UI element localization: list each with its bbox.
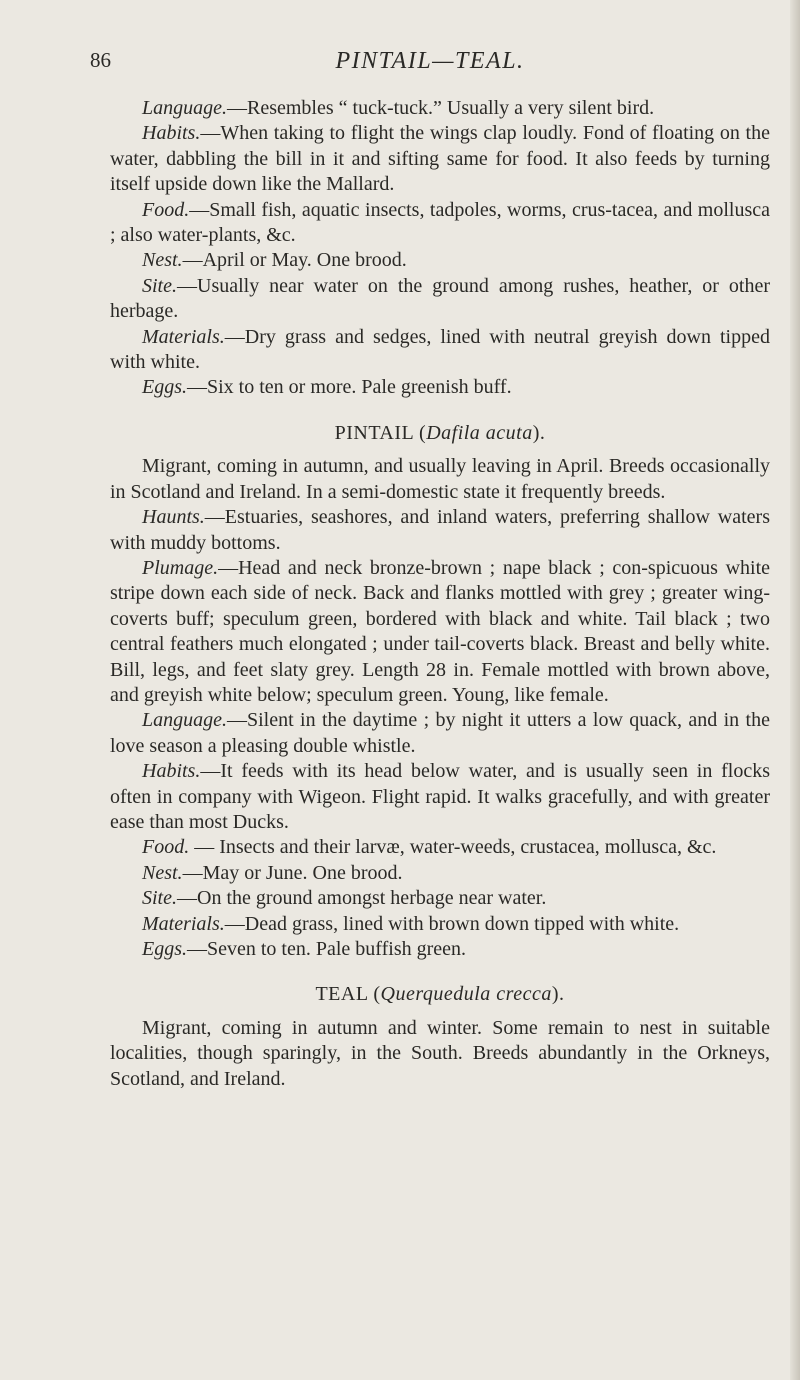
entry-paragraph <box>110 556 770 708</box>
entry-paragraph <box>110 325 770 376</box>
entry-paragraph <box>110 1016 770 1092</box>
entry-text: —Six to ten or more. Pale greenish buff. <box>187 376 512 399</box>
species-heading <box>110 982 770 1007</box>
entry-label: Materials. <box>142 325 225 348</box>
entry-text: —Dead grass, lined with brown down tipped with white. <box>224 912 680 935</box>
entry-text: —It feeds with its head below water, and is usually seen in flocks often in company with Wigeon. Flight rapid. It walks gracefully, and with greater ease than most Ducks. <box>110 760 770 833</box>
species-heading <box>110 421 770 446</box>
entry-paragraph <box>110 886 770 911</box>
entry-label: Food. <box>142 198 190 221</box>
entry-text: —Seven to ten. Pale buffish green. <box>187 938 467 960</box>
entry-paragraph <box>110 759 770 835</box>
entry-paragraph <box>110 835 770 860</box>
entry-paragraph <box>110 912 770 937</box>
page-edge-shadow <box>790 0 800 1380</box>
body-text <box>110 96 770 1092</box>
entry-text: Migrant, coming in autumn, and usually leaving in April. Breeds occasionally in Scotland and Ireland. In a semi-domestic state it frequently breeds. <box>110 455 770 503</box>
entry-label: Site. <box>142 274 177 297</box>
entry-text: —Small fish, aquatic insects, tadpoles, worms, crus-tacea, and mollusca ; also water-plants, &c. <box>110 198 770 247</box>
species-scientific-name: Dafila acuta <box>426 421 533 444</box>
entry-label: Language. <box>142 97 227 119</box>
entry-paragraph <box>110 708 770 759</box>
entry-label: Haunts. <box>142 506 205 529</box>
entry-text: —Estuaries, seashores, and inland waters, preferring shallow waters with muddy bottoms. <box>110 506 770 554</box>
species-paren-close: ). <box>532 421 546 444</box>
entry-label: Eggs. <box>142 376 187 399</box>
page-number: 86 <box>90 48 111 72</box>
entry-paragraph <box>110 121 770 197</box>
entry-text: —Silent in the daytime ; by night it utters a low quack, and in the love season a pleasing double whistle. <box>110 709 770 757</box>
entry-text: — Insects and their larvæ, water-weeds, crustacea, mollusca, &c. <box>189 836 717 859</box>
entry-text: —When taking to flight the wings clap loudly. Fond of floating on the water, dabbling the bill in it and sifting same for food. It also feeds by turning itself upside down like the Mallard. <box>110 122 770 196</box>
species-scientific-name: Querquedula crecca <box>380 983 552 1006</box>
entry-label: Eggs. <box>142 938 187 960</box>
species-paren-close: ). <box>551 983 565 1006</box>
entry-paragraph <box>110 96 770 121</box>
entry-paragraph <box>110 861 770 886</box>
entry-text: —On the ground amongst herbage near water. <box>177 887 547 910</box>
entry-paragraph <box>110 248 770 273</box>
entry-label: Nest. <box>142 249 183 272</box>
entry-text: —May or June. One brood. <box>182 861 403 884</box>
entry-text: —Dry grass and sedges, lined with neutral greyish down tipped with white. <box>110 325 770 374</box>
entry-text: —Head and neck bronze-brown ; nape black ; con-spicuous white stripe down each side of neck. Back and flanks mottled with grey ; greater wing-coverts buff; speculum green, bordered with black and white. Tail black ; two central feathers much elongated ; under tail-coverts black. Breast and belly white. Bill, legs, and feet slaty grey. Length 28 in. Female mottled with brown above, and greyish white below; speculum green. Young, like female. <box>110 556 770 706</box>
entry-text: —Resembles “ tuck-tuck.” Usually a very silent bird. <box>227 97 655 119</box>
page-header <box>90 48 770 82</box>
running-title: PINTAIL—TEAL. <box>335 48 525 74</box>
entry-text: —Usually near water on the ground among rushes, heather, or other herbage. <box>110 274 770 323</box>
entry-paragraph <box>110 505 770 556</box>
entry-label: Nest. <box>142 861 183 884</box>
entry-label: Food. <box>142 836 190 859</box>
entry-paragraph <box>110 375 770 400</box>
entry-paragraph <box>110 454 770 505</box>
entry-label: Language. <box>142 709 227 732</box>
species-paren-open: ( <box>413 421 427 444</box>
species-name: TEAL <box>315 983 368 1006</box>
entry-label: Site. <box>142 887 177 910</box>
entry-paragraph <box>110 274 770 325</box>
entry-label: Habits. <box>142 122 201 145</box>
entry-text: Migrant, coming in autumn and winter. Some remain to nest in suitable localities, though sparingly, in the South. Breeds abundantly in the Orkneys, Scotland, and Ireland. <box>110 1016 770 1090</box>
entry-paragraph <box>110 937 770 962</box>
species-name: PINTAIL <box>334 421 414 444</box>
entry-label: Materials. <box>142 912 225 935</box>
species-paren-open: ( <box>367 983 381 1006</box>
entry-paragraph <box>110 198 770 249</box>
entry-text: —April or May. One brood. <box>182 249 407 272</box>
entry-label: Plumage. <box>142 556 219 579</box>
entry-label: Habits. <box>142 760 201 783</box>
